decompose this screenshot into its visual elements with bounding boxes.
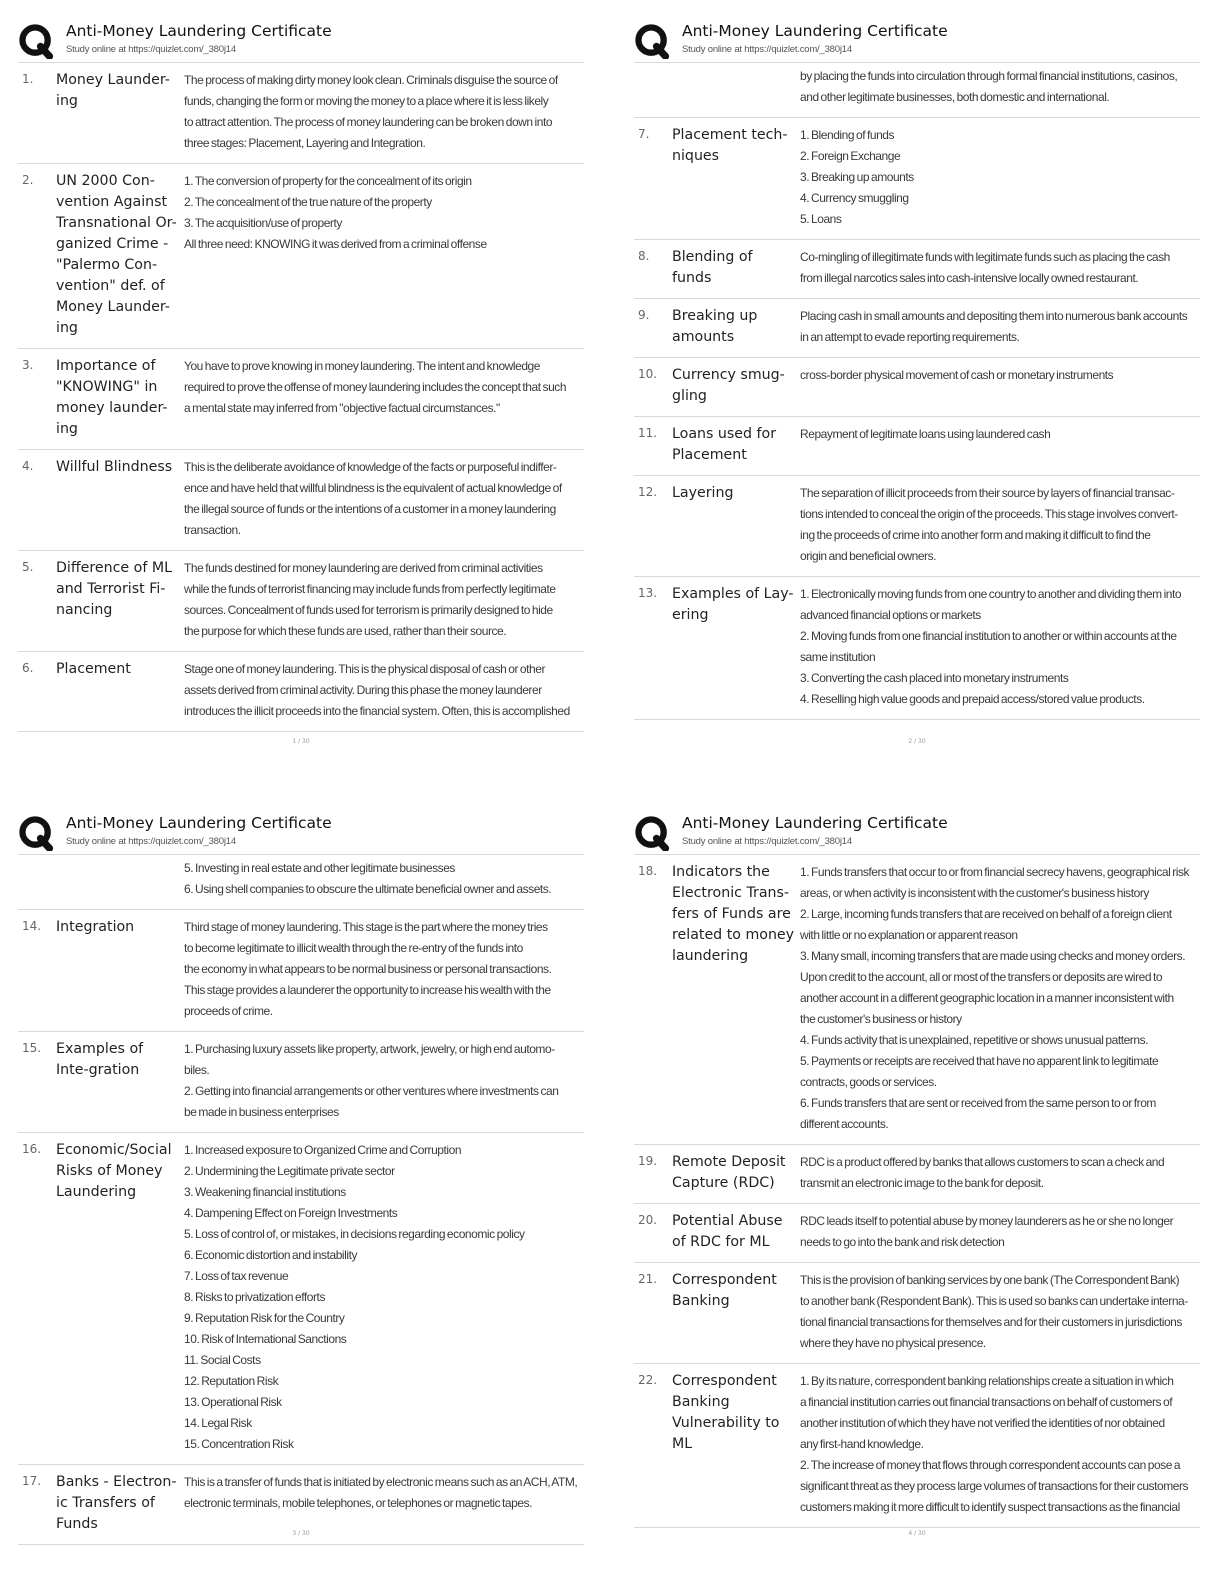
flashcard-row [634, 240, 1200, 299]
definition-line: ence and have held that willful blindness is the equivalent of actual knowledge of [184, 481, 562, 495]
definition [800, 247, 1200, 289]
definition-line: Placing cash in small amounts and depositing them into numerous bank accounts [800, 309, 1188, 323]
definition-line: in an attempt to evade reporting requirements. [800, 330, 1020, 344]
quizlet-logo-icon [18, 815, 54, 851]
definition-line: Co-mingling of illegitimate funds with legitimate funds such as placing the cash [800, 250, 1170, 264]
definition-line: 12. Reputation Risk [184, 1374, 279, 1388]
flashcard-row [634, 1145, 1200, 1204]
definition-line: customers making it more difficult to identify suspect transactions as the financial [800, 1500, 1180, 1514]
flashcard-row [634, 63, 1200, 118]
definition [800, 862, 1200, 1135]
page-number: 4 / 30 [908, 1530, 926, 1537]
page-2 [634, 18, 1200, 778]
definition [184, 917, 584, 1022]
term: Placement [56, 661, 131, 677]
quizlet-logo-icon [18, 23, 54, 59]
row-number: 12. [638, 485, 658, 499]
term: Breaking up amounts [672, 308, 758, 345]
definition-line: the illegal source of funds or the intentions of a customer in a money laundering [184, 502, 556, 516]
definition-line: 4. Funds activity that is unexplained, repetitive or shows unusual patterns. [800, 1033, 1149, 1047]
definition-line: to attract attention. The process of money laundering can be broken down into [184, 115, 553, 129]
definition-line: the economy in what appears to be normal business or personal transactions. [184, 962, 552, 976]
definition-line: to another bank (Respondent Bank). This is used so banks can undertake interna- [800, 1294, 1188, 1308]
page-header [634, 18, 1200, 62]
definition-line: Upon credit to the account, all or most of the transfers or deposits are wired to [800, 970, 1163, 984]
row-number: 1. [22, 72, 34, 86]
flashcard-row [634, 855, 1200, 1145]
definition-line: 1. Funds transfers that occur to or from financial secrecy havens, geographical risk [800, 865, 1190, 879]
page-number: 1 / 30 [292, 738, 310, 745]
term: Potential Abuse of RDC for ML [672, 1213, 783, 1250]
definition-line: a financial institution carries out financial transactions on behalf of customers of [800, 1395, 1173, 1409]
flashcard-row [634, 118, 1200, 240]
definition-line: 5. Payments or receipts are received that have no apparent link to legitimate [800, 1054, 1159, 1068]
definition-line: electronic terminals, mobile telephones, or telephones or magnetic tapes. [184, 1496, 533, 1510]
document-title: Anti-Money Laundering Certificate [66, 22, 332, 40]
study-online-link[interactable]: Study online at https://quizlet.com/_380j14 [682, 836, 852, 847]
term: Layering [672, 485, 734, 501]
definition [800, 1152, 1200, 1194]
term: Loans used for Placement [672, 426, 777, 463]
definition-line: 5. Investing in real estate and other legitimate businesses [184, 861, 455, 875]
definition-line: Repayment of legitimate loans using laundered cash [800, 427, 1051, 441]
row-number: 9. [638, 308, 650, 322]
row-number: 19. [638, 1154, 658, 1168]
term: Indicators the Electronic Trans-fers of Funds are related to money laundering [672, 864, 795, 964]
quizlet-logo-icon [634, 23, 670, 59]
definition-line: with little or no explanation or apparent reason [800, 928, 1018, 942]
definition-line: three stages: Placement, Layering and Integration. [184, 136, 426, 150]
row-number: 5. [22, 560, 34, 574]
definition-line: another institution of which they have not verified the identities of nor obtained [800, 1416, 1165, 1430]
flashcard-list [18, 62, 584, 732]
definition-line: 3. Weakening financial institutions [184, 1185, 346, 1199]
term: Placement tech-niques [672, 127, 788, 164]
document-title: Anti-Money Laundering Certificate [66, 814, 332, 832]
definition-line: another account in a different geographic location in a manner inconsistent with [800, 991, 1174, 1005]
flashcard-row [634, 1204, 1200, 1263]
row-number: 18. [638, 864, 658, 878]
flashcard-list [634, 854, 1200, 1528]
definition-line: ing the proceeds of crime into another form and making it difficult to find the [800, 528, 1151, 542]
definition-line: and other legitimate businesses, both domestic and international. [800, 90, 1110, 104]
page-1 [18, 18, 584, 778]
definition [800, 66, 1200, 108]
definition-line: contracts, goods or services. [800, 1075, 937, 1089]
definition [800, 584, 1200, 710]
flashcard-row [634, 476, 1200, 577]
definition-line: 3. Converting the cash placed into monetary instruments [800, 671, 1069, 685]
definition-line: from illegal narcotics sales into cash-intensive locally owned restaurant. [800, 271, 1139, 285]
definition-line: All three need: KNOWING it was derived from a criminal offense [184, 237, 487, 251]
definition [800, 365, 1200, 386]
definition-line: 6. Economic distortion and instability [184, 1248, 357, 1262]
row-number: 22. [638, 1373, 658, 1387]
definition-line: This is the deliberate avoidance of knowledge of the facts or purposeful indiffer- [184, 460, 557, 474]
flashcard-row [634, 1263, 1200, 1364]
definition-line: needs to go into the bank and risk detection [800, 1235, 1005, 1249]
definition-line: 2. Large, incoming funds transfers that are received on behalf of a foreign client [800, 907, 1172, 921]
flashcard-row [18, 910, 584, 1032]
term: Willful Blindness [56, 459, 173, 475]
definition-line: be made in business enterprises [184, 1105, 339, 1119]
definition-line: 4. Dampening Effect on Foreign Investments [184, 1206, 398, 1220]
term: Importance of "KNOWING" in money launder-ing [56, 358, 168, 437]
definition-line: RDC leads itself to potential abuse by money launderers as he or she no longer [800, 1214, 1174, 1228]
definition-line: Stage one of money laundering. This is the physical disposal of cash or other [184, 662, 546, 676]
definition [800, 1371, 1200, 1518]
flashcard-row [18, 855, 584, 910]
row-number: 7. [638, 127, 650, 141]
page-header [634, 810, 1200, 854]
page-4 [634, 810, 1200, 1570]
row-number: 6. [22, 661, 34, 675]
term: Difference of ML and Terrorist Fi-nancing [56, 560, 172, 618]
definition-line: 7. Loss of tax revenue [184, 1269, 289, 1283]
definition-line: 4. Currency smuggling [800, 191, 909, 205]
definition-line: 2. Undermining the Legitimate private sector [184, 1164, 395, 1178]
definition-line: 3. Many small, incoming transfers that are made using checks and money orders. [800, 949, 1186, 963]
definition [800, 1270, 1200, 1354]
definition-line: 2. The concealment of the true nature of the property [184, 195, 432, 209]
row-number: 8. [638, 249, 650, 263]
row-number: 14. [22, 919, 42, 933]
definition-line: 1. Increased exposure to Organized Crime and Corruption [184, 1143, 462, 1157]
definition-line: the purpose for which these funds are used, rather than their source. [184, 624, 507, 638]
page-header [18, 810, 584, 854]
flashcard-row [18, 164, 584, 349]
flashcard-list [18, 854, 584, 1545]
definition-line: 2. The increase of money that flows through correspondent accounts can pose a [800, 1458, 1181, 1472]
row-number: 13. [638, 586, 658, 600]
definition-line: same institution [800, 650, 876, 664]
definition-line: assets derived from criminal activity. During this phase the money launderer [184, 683, 542, 697]
definition-line: 6. Funds transfers that are sent or received from the same person to or from [800, 1096, 1156, 1110]
definition-line: advanced financial options or markets [800, 608, 981, 622]
quizlet-logo-icon [634, 815, 670, 851]
definition-line: by placing the funds into circulation through formal financial institutions, casinos, [800, 69, 1178, 83]
definition-line: required to prove the offense of money laundering includes the concept that such [184, 380, 567, 394]
definition-line: 1. The conversion of property for the concealment of its origin [184, 174, 472, 188]
definition-line: The funds destined for money laundering are derived from criminal activities [184, 561, 543, 575]
flashcard-row [634, 577, 1200, 720]
definition-line: 10. Risk of International Sanctions [184, 1332, 347, 1346]
definition [800, 483, 1200, 567]
definition-line: transmit an electronic image to the bank for deposit. [800, 1176, 1044, 1190]
flashcard-row [18, 450, 584, 551]
page-3 [18, 810, 584, 1570]
definition [800, 125, 1200, 230]
definition-line: The process of making dirty money look clean. Criminals disguise the source of [184, 73, 558, 87]
definition-line: cross-border physical movement of cash or monetary instruments [800, 368, 1114, 382]
definition-line: origin and beneficial owners. [800, 549, 937, 563]
flashcard-row [18, 551, 584, 652]
definition-line: sources. Concealment of funds used for terrorism is primarily designed to hide [184, 603, 553, 617]
flashcard-row [634, 417, 1200, 476]
definition-line: funds, changing the form or moving the money to a place where it is less likely [184, 94, 549, 108]
definition [800, 1211, 1200, 1253]
definition-line: This stage provides a launderer the opportunity to increase his wealth with the [184, 983, 551, 997]
definition-line: You have to prove knowing in money laundering. The intent and knowledge [184, 359, 540, 373]
document-title: Anti-Money Laundering Certificate [682, 814, 948, 832]
definition-line: This is the provision of banking services by one bank (The Correspondent Bank) [800, 1273, 1180, 1287]
flashcard-row [18, 1133, 584, 1465]
row-number: 21. [638, 1272, 658, 1286]
definition [184, 171, 584, 255]
definition-line: 8. Risks to privatization efforts [184, 1290, 325, 1304]
definition-line: while the funds of terrorist financing may include funds from perfectly legitimate [184, 582, 556, 596]
term: Correspondent Banking Vulnerability to ML [672, 1373, 780, 1452]
definition-line: The separation of illicit proceeds from their source by layers of financial transac- [800, 486, 1175, 500]
definition-line: 3. The acquisition/use of property [184, 216, 342, 230]
definition-line: biles. [184, 1063, 210, 1077]
definition-line: a mental state may inferred from "objective factual circumstances." [184, 401, 500, 415]
definition-line: Third stage of money laundering. This stage is the part where the money tries [184, 920, 548, 934]
definition-line: tional financial transactions for themselves and for their customers in jurisdictions [800, 1315, 1182, 1329]
definition [184, 70, 584, 154]
flashcard-row [634, 1364, 1200, 1528]
definition [184, 356, 584, 419]
row-number: 15. [22, 1041, 42, 1055]
definition [184, 858, 584, 900]
term: Remote Deposit Capture (RDC) [672, 1154, 786, 1191]
row-number: 20. [638, 1213, 658, 1227]
flashcard-row [18, 63, 584, 164]
definition-line: 2. Foreign Exchange [800, 149, 901, 163]
definition-line: This is a transfer of funds that is initiated by electronic means such as an ACH, ATM, [184, 1475, 578, 1489]
definition-line: tions intended to conceal the origin of the proceeds. This stage involves convert- [800, 507, 1178, 521]
term: Integration [56, 919, 135, 935]
study-online-link[interactable]: Study online at https://quizlet.com/_380j14 [66, 836, 236, 847]
definition [800, 424, 1200, 445]
definition-line: 5. Loans [800, 212, 842, 226]
definition-line: the customer's business or history [800, 1012, 962, 1026]
definition-line: any first-hand knowledge. [800, 1437, 924, 1451]
term: Examples of Inte-gration [56, 1041, 144, 1078]
definition-line: 6. Using shell companies to obscure the ultimate beneficial owner and assets. [184, 882, 552, 896]
definition-line: 1. Blending of funds [800, 128, 895, 142]
term: Blending of funds [672, 249, 753, 286]
row-number: 3. [22, 358, 34, 372]
flashcard-row [634, 299, 1200, 358]
term: Banks - Electron-ic Transfers of Funds [56, 1474, 177, 1532]
term: Currency smug-gling [672, 367, 785, 404]
definition [184, 457, 584, 541]
definition-line: 2. Getting into financial arrangements or other ventures where investments can [184, 1084, 559, 1098]
definition-line: 15. Concentration Risk [184, 1437, 294, 1451]
definition-line: introduces the illicit proceeds into the financial system. Often, this is accomplished [184, 704, 570, 718]
definition-line: 5. Loss of control of, or mistakes, in decisions regarding economic policy [184, 1227, 525, 1241]
definition-line: 11. Social Costs [184, 1353, 261, 1367]
study-online-link[interactable]: Study online at https://quizlet.com/_380j14 [66, 44, 236, 55]
definition-line: 13. Operational Risk [184, 1395, 282, 1409]
row-number: 16. [22, 1142, 42, 1156]
definition [184, 659, 584, 722]
definition-line: 14. Legal Risk [184, 1416, 252, 1430]
definition-line: where they have no physical presence. [800, 1336, 986, 1350]
definition-line: 1. By its nature, correspondent banking relationships create a situation in which [800, 1374, 1174, 1388]
definition-line: areas, or when activity is inconsistent with the customer's business history [800, 886, 1149, 900]
row-number: 2. [22, 173, 34, 187]
row-number: 17. [22, 1474, 42, 1488]
definition-line: 4. Reselling high value goods and prepaid access/stored value products. [800, 692, 1145, 706]
definition-line: transaction. [184, 523, 241, 537]
definition-line: 1. Electronically moving funds from one country to another and dividing them into [800, 587, 1182, 601]
definition [184, 1472, 584, 1514]
page-number: 3 / 30 [292, 1530, 310, 1537]
study-online-link[interactable]: Study online at https://quizlet.com/_380j14 [682, 44, 852, 55]
row-number: 4. [22, 459, 34, 473]
row-number: 11. [638, 426, 658, 440]
row-number: 10. [638, 367, 658, 381]
flashcard-row [18, 1032, 584, 1133]
document-title: Anti-Money Laundering Certificate [682, 22, 948, 40]
definition-line: RDC is a product offered by banks that allows customers to scan a check and [800, 1155, 1165, 1169]
term: UN 2000 Con-vention Against Transnational Or-ganized Crime - "Palermo Con-vention" def. of Money Launder-ing [56, 173, 177, 336]
definition-line: 2. Moving funds from one financial institution to another or within accounts at the [800, 629, 1177, 643]
definition [184, 1140, 584, 1455]
definition-line: proceeds of crime. [184, 1004, 273, 1018]
definition-line: 3. Breaking up amounts [800, 170, 914, 184]
flashcard-list [634, 62, 1200, 720]
term: Economic/Social Risks of Money Laundering [56, 1142, 172, 1200]
definition-line: to become legitimate to illicit wealth through the re-entry of the funds into [184, 941, 523, 955]
page-number: 2 / 30 [908, 738, 926, 745]
flashcard-row [18, 349, 584, 450]
definition [184, 558, 584, 642]
flashcard-row [634, 358, 1200, 417]
definition-line: 1. Purchasing luxury assets like property, artwork, jewelry, or high end automo- [184, 1042, 555, 1056]
definition-line: different accounts. [800, 1117, 889, 1131]
term: Examples of Lay-ering [672, 586, 794, 623]
definition [184, 1039, 584, 1123]
definition [800, 306, 1200, 348]
term: Money Launder-ing [56, 72, 170, 109]
term: Correspondent Banking [672, 1272, 777, 1309]
flashcard-row [18, 652, 584, 732]
page-header [18, 18, 584, 62]
definition-line: significant threat as they process large volumes of transactions for their customers [800, 1479, 1189, 1493]
definition-line: 9. Reputation Risk for the Country [184, 1311, 345, 1325]
